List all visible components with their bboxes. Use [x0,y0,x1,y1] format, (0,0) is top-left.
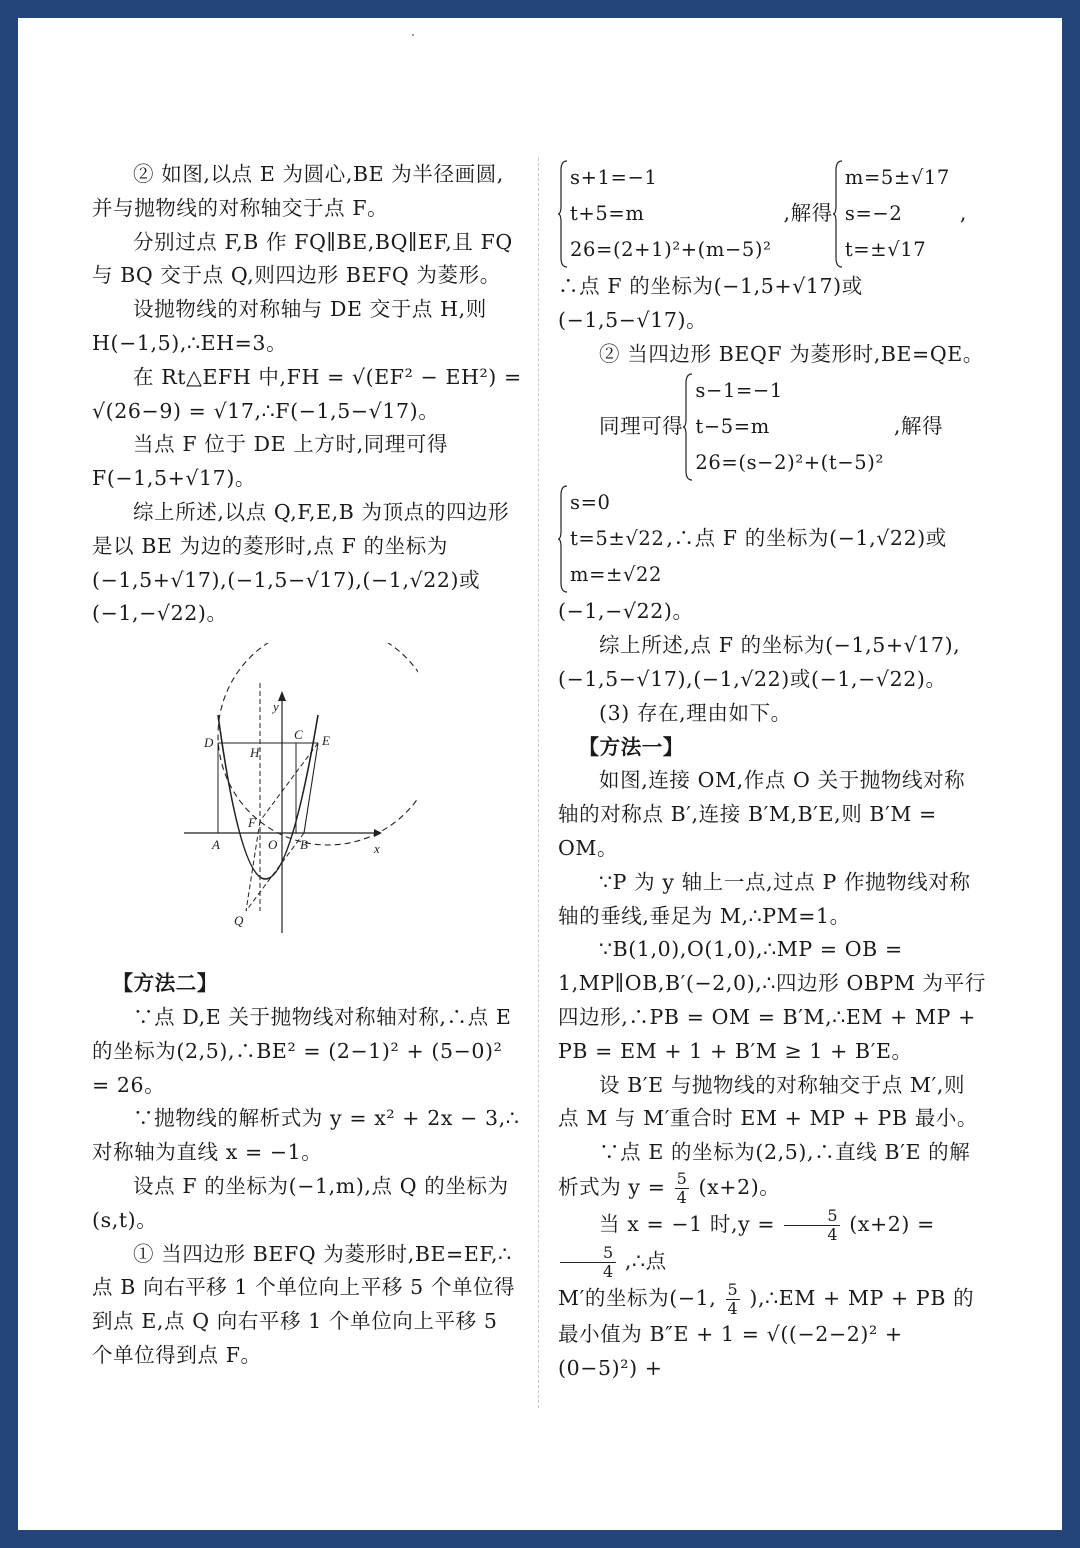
solution-line: m=5±√17 [844,166,950,189]
paragraph: ② 当四边形 BEQF 为菱形时,BE=QE。 [599,341,984,366]
paragraph: ∵P 为 y 轴上一点,过点 P 作抛物线对称轴的垂线,垂足为 M,∴PM=1。 [558,869,971,928]
label-f: F [248,815,257,831]
document-page [18,18,1062,1530]
paragraph: ② 如图,以点 E 为圆心,BE 为半径画圆,并与抛物线的对称轴交于点 F。 [92,162,504,220]
paragraph: ∵B(1,0),O(1,0),∴MP = OB = 1,MP∥OB,B′(−2,0),∴四边形 OBPM 为平行四边形,∴PB = OM = B′M,∴EM + MP + PB = EM + 1 + B′M ≥ 1 + B′E。 [558,937,986,1063]
equation-system-row [558,158,986,270]
paragraph: (−1,−√22)。 [558,599,694,624]
line-expression [558,1207,986,1281]
paragraph: 最小值为 B″E + 1 = √((−2−2)² + (0−5)²) + [558,1321,903,1380]
brace-icon [833,160,843,268]
fraction [675,1170,690,1207]
denominator: 4 [603,1261,614,1281]
label-a: A [212,837,221,853]
denominator: 4 [727,1298,739,1318]
label-h: H [250,745,260,761]
segment-fq [246,821,260,911]
paragraph: ∴点 F 的坐标为(−1,5+√17)或(−1,5−√17)。 [558,274,863,332]
label-x: x [374,841,381,857]
paragraph: 设点 F 的坐标为(−1,m),点 Q 的坐标为(s,t)。 [92,1173,509,1232]
text-fragment: 当 x = −1 时,y = [599,1211,776,1236]
text-fragment: ,∴点 [624,1248,667,1273]
solution-line: m=±√22 [570,563,663,587]
solution-line: s=−2 [844,202,903,225]
label-e: E [322,733,331,749]
column-divider [538,158,539,1408]
geometry-figure [92,643,524,961]
scan-speck [412,34,414,36]
same-reason-text: 同理可得 [599,414,684,439]
solution-system [558,485,664,593]
paragraph: ① 当四边形 BEFQ 为菱形时,BE=EF,∴点 B 向右平移 1 个单位向上平移 5 个单位得到点 E,点 Q 向右平移 1 个单位向上平移 5 个单位得到点 F。 [92,1241,516,1367]
paragraph: ∵点 E 的坐标为(2,5),∴直线 B′E 的解 [599,1140,971,1165]
method-one-heading: 【方法一】 [578,734,684,759]
label-o: O [268,837,278,853]
paragraph: 当点 F 位于 DE 上方时,同理可得 F(−1,5+√17)。 [92,432,449,491]
paragraph: ∵点 D,E 关于抛物线对称轴对称,∴点 E 的坐标为(2,5),∴BE² = (2−1)² + (5−0)² = 26。 [92,1004,512,1097]
fraction [726,1281,741,1318]
fraction [560,1244,616,1281]
line-expression [558,1281,986,1318]
text-fragment: ),∴EM + MP + PB 的 [749,1285,975,1310]
paragraph: (3) 存在,理由如下。 [599,700,792,725]
solve-text: ,解得 [783,201,833,226]
text-fragment: (x+2) = [849,1211,935,1236]
label-b: B [300,837,309,853]
brace-icon [558,485,568,593]
conclusion-text: ,∴点 F 的坐标为(−1,√22)或 [666,526,947,551]
left-column [92,158,524,1373]
solve-text: ,解得 [893,414,944,439]
label-c: C [294,727,304,743]
equation-line: t+5=m [570,202,645,225]
punctuation: , [959,201,968,226]
numerator: 5 [784,1207,840,1226]
brace-icon [558,160,568,268]
paragraph: 综上所述,以点 Q,F,E,B 为顶点的四边形是以 BE 为边的菱形时,点 F 的坐标为(−1,5+√17),(−1,5−√17),(−1,√22)或(−1,−√22)。 [92,499,510,626]
right-column [558,158,986,1386]
denominator: 4 [827,1224,839,1244]
equation-line: s−1=−1 [695,379,783,403]
equation-line: t−5=m [695,415,770,439]
equation-line: s+1=−1 [570,166,658,189]
parabola-circle-diagram [178,643,418,943]
text-fragment: M′的坐标为(−1, [558,1285,717,1310]
solution-line: t=5±√22 [570,527,665,551]
label-y: y [273,699,280,715]
x-axis-arrow-icon [374,829,382,837]
paragraph: 如图,连接 OM,作点 O 关于抛物线对称轴的对称点 B′,连接 B′M,B′E,则 B′M = OM。 [558,768,966,860]
text-fragment: 析式为 y = [558,1174,666,1199]
label-d: D [204,735,214,751]
line-expression [558,1170,986,1207]
label-q: Q [234,913,244,929]
solution-system [833,160,950,268]
paragraph: 综上所述,点 F 的坐标为(−1,5+√17),(−1,5−√17),(−1,√22)或(−1,−√22)。 [558,633,961,691]
paragraph: ∵抛物线的解析式为 y = x² + 2x − 3,∴对称轴为直线 x = −1。 [92,1106,520,1165]
equation-system-row [558,371,986,483]
solution-system-row [558,483,986,595]
method-two-heading: 【方法二】 [112,971,218,996]
equation-system [683,373,884,481]
text-fragment: (x+2)。 [698,1174,781,1199]
segment-ef [260,743,318,821]
equation-system [558,160,772,268]
paragraph: 设抛物线的对称轴与 DE 交于点 H,则 H(−1,5),∴EH=3。 [92,297,487,355]
brace-icon [683,373,693,481]
paragraph: 设 B′E 与抛物线的对称轴交于点 M′,则点 M 与 M′重合时 EM + MP + PB 最小。 [558,1072,979,1131]
numerator: 5 [727,1279,739,1299]
fraction [784,1207,840,1244]
solution-line: t=±√17 [844,238,927,261]
numerator: 5 [676,1168,688,1188]
paragraph: 在 Rt△EFH 中,FH = √(EF² − EH²) = √(26−9) = √17,∴F(−1,5−√17)。 [92,364,522,423]
equation-line: 26=(s−2)²+(t−5)² [695,451,884,475]
denominator: 4 [676,1187,688,1207]
equation-line: 26=(2+1)²+(m−5)² [570,238,772,261]
solution-line: s=0 [570,491,611,515]
numerator: 5 [560,1244,616,1263]
paragraph: 分别过点 F,B 作 FQ∥BE,BQ∥EF,且 FQ 与 BQ 交于点 Q,则四边形 BEFQ 为菱形。 [92,229,513,288]
